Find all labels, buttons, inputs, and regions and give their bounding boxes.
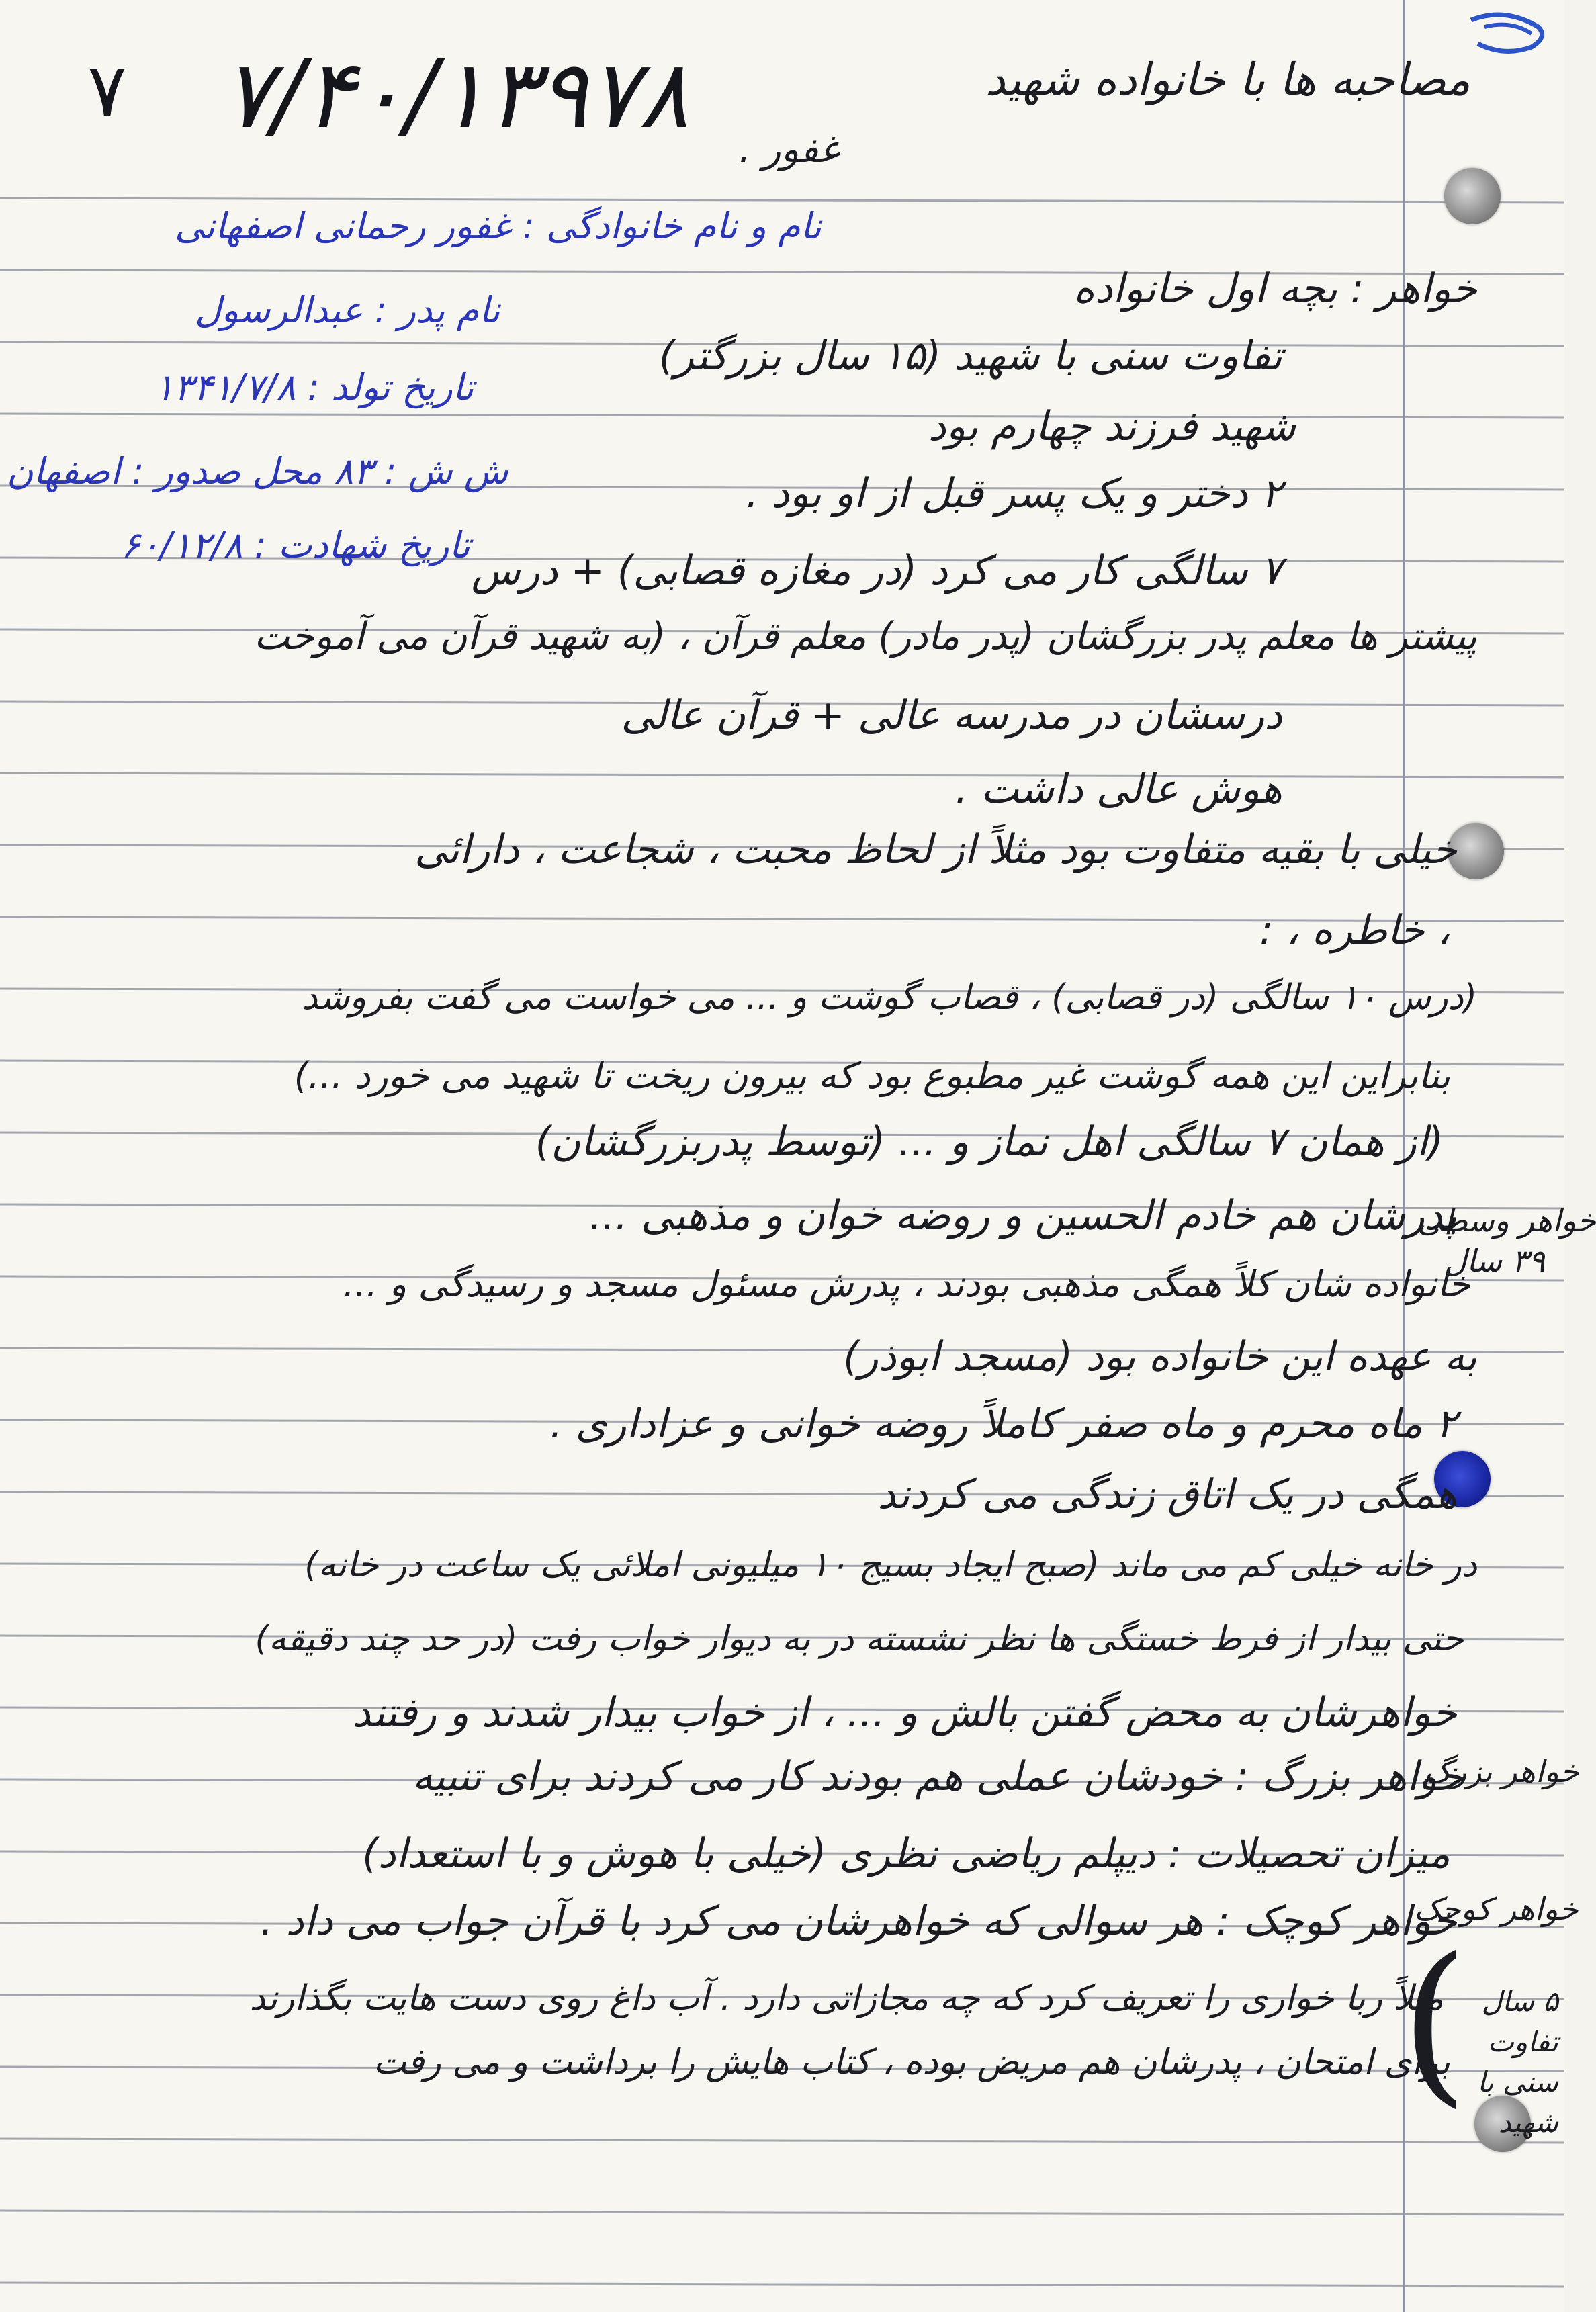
body-line-20: حتی بیدار از فرط خستگی ها نظر نشسته در به دیوار خواب رفت (در حد چند دقیقه): [255, 1619, 1464, 1659]
binder-hole-1: [1444, 168, 1501, 224]
margin-age-39: ۳۹ سال: [1444, 1243, 1546, 1279]
margin-sister-younger: خواهر کوچک: [1414, 1891, 1579, 1927]
body-line-12: بنابراین این همه گوشت غیر مطبوع بود که بیرون ریخت تا شهید می خورد ...): [294, 1055, 1450, 1097]
margin-age-diff: ۵ سال تفاوت سنی با شهید: [1477, 1985, 1558, 2139]
body-line-18: همگی در یک اتاق زندگی می کردند: [877, 1471, 1457, 1518]
page-subtitle: غفور .: [738, 128, 839, 171]
info-martyrdom-date: تاریخ شهادت : ۶۰/۱۲/۸: [121, 524, 471, 566]
margin-sister-middle: خواهر وسطی: [1417, 1202, 1596, 1239]
info-id-number: ش ش : ۸۳ محل صدور : اصفهان: [7, 450, 508, 492]
body-line-1: خواهر : بچه اول خانواده: [1073, 265, 1477, 312]
body-line-26: برای امتحان ، پدرشان هم مریض بوده ، کتاب هایش را برداشت و می رفت: [373, 2042, 1450, 2082]
rule-line: [0, 2211, 1564, 2215]
file-number: ۷/۴۰/۱۳۹۷۸: [222, 40, 689, 150]
paper-clip-icon: [1464, 7, 1552, 60]
body-line-21: خواهرشان به محض گفتن بالش و ... ، از خواب بیدار شدند و رفتند: [352, 1689, 1457, 1736]
page-title: مصاحبه ها با خانواده شهید: [985, 54, 1470, 105]
rule-line: [0, 2139, 1564, 2143]
body-line-16: به عهده این خانواده بود (مسجد ابوذر): [843, 1333, 1477, 1380]
rule-line: [0, 198, 1564, 202]
body-line-4: ۲ دختر و یک پسر قبل از او بود .: [746, 470, 1282, 517]
body-line-10: ، خاطره ، :: [1259, 907, 1450, 954]
margin-sister-older: خواهر بزرگ: [1424, 1753, 1579, 1789]
body-line-23: میزان تحصیلات : دیپلم ریاضی نظری (خیلی با هوش و با استعداد): [362, 1830, 1450, 1877]
body-line-19: در خانه خیلی کم می ماند (صبح ایجاد بسیج ۱۰ میلیونی املائی یک ساعت در خانه): [304, 1545, 1477, 1585]
rule-line: [0, 2282, 1564, 2286]
info-father: نام پدر : عبدالرسول: [195, 289, 500, 331]
body-line-11: (درس ۱۰ سالگی (در قصابی) ، قصاب گوشت و ... می خواست می گفت بفروشد: [302, 977, 1477, 1018]
body-line-2: تفاوت سنی با شهید (۱۵ سال بزرگتر): [658, 332, 1282, 380]
info-name: نام و نام خانوادگی : غفور رحمانی اصفهانی: [175, 205, 822, 247]
body-line-3: شهید فرزند چهارم بود: [928, 403, 1296, 450]
rule-line: [0, 414, 1564, 418]
body-line-5: ۷ سالگی کار می کرد (در مغازه قصابی) + درس: [471, 547, 1282, 594]
margin-bracket: (: [1401, 1921, 1469, 2124]
body-line-25: مثلاً ربا خواری را تعریف کرد که چه مجازاتی دارد . آب داغ روی دست هایت بگذارند: [249, 1978, 1444, 2018]
rule-line: [0, 773, 1564, 777]
body-line-8: هوش عالی داشت .: [955, 766, 1282, 813]
body-line-15: خانواده شان کلاً همگی مذهبی بودند ، پدرش مسئول مسجد و رسیدگی و ...: [343, 1263, 1470, 1305]
info-birth-date: تاریخ تولد : ۱۳۴۱/۷/۸: [154, 366, 474, 408]
body-line-22: خواهر بزرگ : خودشان عملی هم بودند کار می کردند برای تنبیه: [412, 1753, 1464, 1800]
body-line-6: پیشتر ها معلم پدر بزرگشان (پدر مادر) معلم قرآن ، (به شهید قرآن می آموخت: [254, 615, 1477, 658]
body-line-14: پدرشان هم خادم الحسین و روضه خوان و مذهبی ...: [589, 1192, 1457, 1239]
body-line-17: ۲ ماه محرم و ماه صفر کاملاً روضه خوانی و عزاداری .: [549, 1400, 1457, 1448]
corner-mark: ۷: [87, 47, 128, 133]
body-line-24: خواهر کوچک : هر سوالی که خواهرشان می کرد با قرآن جواب می داد .: [260, 1898, 1457, 1945]
body-line-9: خیلی با بقیه متفاوت بود مثلاً از لحاظ محبت ، شجاعت ، دارائی: [414, 826, 1457, 873]
body-line-7: درسشان در مدرسه عالی + قرآن عالی: [621, 692, 1282, 739]
body-line-13: (از همان ۷ سالگی اهل نماز و ... (توسط پدربزرگشان): [535, 1118, 1444, 1165]
